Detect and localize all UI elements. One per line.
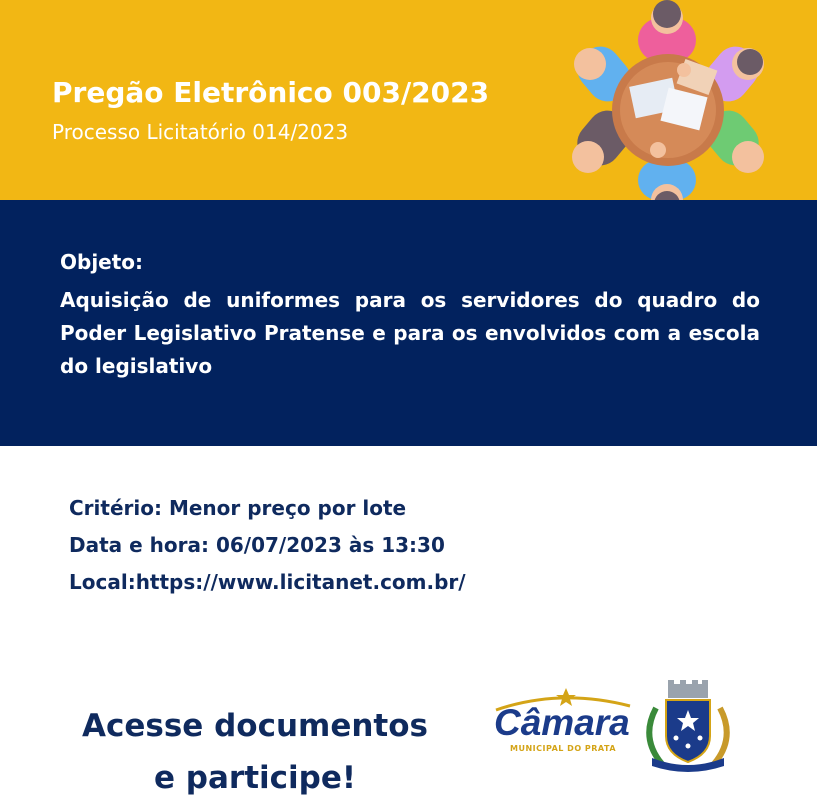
- logo-subtitle: MUNICIPAL DO PRATA: [510, 744, 617, 753]
- cta-line-2: e participe!: [153, 760, 356, 796]
- details-block: [69, 490, 466, 601]
- call-to-action: [40, 700, 470, 804]
- location-line[interactable]: Local:https://www.licitanet.com.br/: [69, 570, 466, 594]
- cta-line-1: Acesse documentos: [81, 708, 428, 744]
- datetime-line: Data e hora: 06/07/2023 às 13:30: [69, 533, 445, 557]
- logo-wordmark: Câmara: [494, 702, 630, 743]
- camara-logo: [490, 678, 750, 774]
- object-description: Aquisição de uniformes para os servidores do quadro do Poder Legislativo Pratense e para os envolvidos com a escola do legislativo: [60, 288, 760, 378]
- meeting-table-illustration-icon: [560, 0, 780, 225]
- page-title: Pregão Eletrônico 003/2023: [52, 76, 490, 109]
- municipal-crest-icon: [638, 678, 738, 774]
- criteria-line: Critério: Menor preço por lote: [69, 496, 407, 520]
- process-number: Processo Licitatório 014/2023: [52, 120, 349, 144]
- object-label: Objeto:: [60, 250, 144, 274]
